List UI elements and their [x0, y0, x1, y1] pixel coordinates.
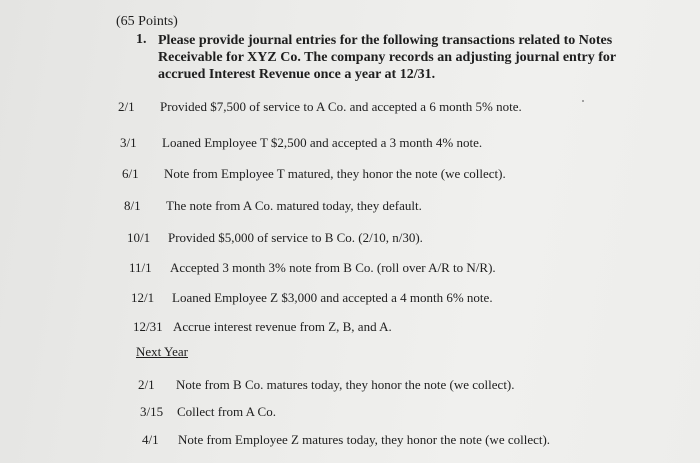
transaction-description: Provided $7,500 of service to A Co. and accepted a 6 month 5% note. — [160, 99, 522, 114]
transaction-date: 3/1 — [120, 135, 137, 150]
transaction-date: 2/1 — [138, 377, 155, 392]
transaction-description: Loaned Employee T $2,500 and accepted a 3 month 4% note. — [162, 135, 483, 150]
speck-mark — [582, 100, 584, 102]
transaction-description: Note from Employee T matured, they honor the note (we collect). — [164, 166, 506, 181]
question-number: 1. — [136, 32, 147, 47]
transaction-date: 6/1 — [122, 166, 139, 181]
transaction-description: Loaned Employee Z $3,000 and accepted a 4 month 6% note. — [172, 290, 493, 305]
transaction-date: 3/15 — [140, 404, 164, 419]
transaction-date: 10/1 — [127, 230, 151, 245]
transaction-description: The note from A Co. matured today, they default. — [166, 198, 422, 213]
transaction-date: 4/1 — [142, 432, 159, 447]
transaction-description: Accepted 3 month 3% note from B Co. (roll over A/R to N/R). — [170, 260, 496, 275]
transaction-description: Note from Employee Z matures today, they honor the note (we collect). — [178, 432, 551, 447]
transaction-date: 12/1 — [131, 290, 155, 305]
transaction-date: 8/1 — [124, 198, 141, 213]
points-label: (65 Points) — [116, 14, 178, 29]
transaction-description: Note from B Co. matures today, they honor the note (we collect). — [176, 377, 515, 392]
transaction-date: 12/31 — [133, 319, 163, 334]
transaction-description: Accrue interest revenue from Z, B, and A. — [173, 319, 392, 334]
transaction-date: 11/1 — [129, 260, 152, 275]
transaction-date: 2/1 — [118, 99, 135, 114]
next-year-heading: Next Year — [136, 344, 188, 359]
question-text: Please provide journal entries for the following transactions related to Notes Receivable for XYZ Co. The company records an adjusting journal entry for accrued Interest Revenue once a year at 12/31. — [158, 33, 616, 82]
transaction-description: Provided $5,000 of service to B Co. (2/10, n/30). — [168, 230, 423, 245]
transaction-description: Collect from A Co. — [177, 404, 276, 419]
